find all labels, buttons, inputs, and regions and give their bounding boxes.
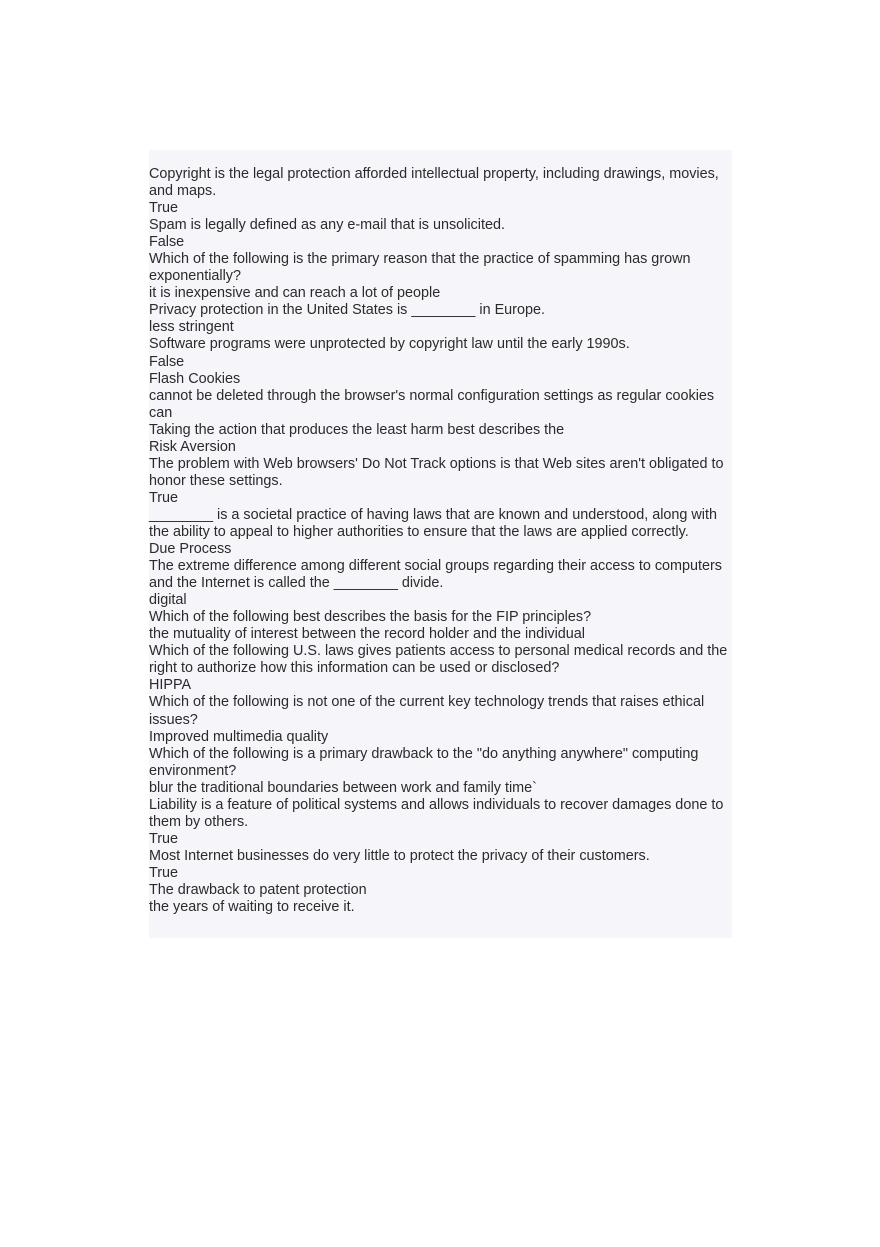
answer-text: True [149,200,179,217]
answer-text: Risk Aversion [149,438,236,455]
question-text: Taking the action that produces the least harm best describes the [149,421,565,438]
question-text: Which of the following is the primary reason that the practice of spamming has grown exponentially? [149,251,691,285]
question-text: Liability is a feature of political systems and allows individuals to recover damages done to them by others. [149,796,724,830]
question-text: Which of the following is a primary drawback to the "do anything anywhere" computing environment? [149,745,699,779]
question-text: Most Internet businesses do very little to protect the privacy of their customers. [149,847,650,864]
answer-text: False [149,234,185,251]
question-text: The drawback to patent protection [149,881,367,898]
answer-text: Improved multimedia quality [149,728,329,745]
answer-text: it is inexpensive and can reach a lot of people [149,285,441,302]
question-text: Which of the following best describes the basis for the FIP principles? [149,609,592,626]
question-text: Which of the following U.S. laws gives patients access to personal medical records and the right to authorize how this information can be used or disclosed? [149,643,728,677]
answer-text: False [149,353,185,370]
answer-text: True [149,830,179,847]
answer-text: the mutuality of interest between the record holder and the individual [149,626,585,643]
question-text: The problem with Web browsers' Do Not Track options is that Web sites aren't obligated to honor these settings. [149,455,724,489]
answer-text: cannot be deleted through the browser's normal configuration settings as regular cookies can [149,387,715,421]
answer-text: blur the traditional boundaries between work and family time` [149,779,537,796]
question-text: Flash Cookies [149,370,241,387]
answer-text: less stringent [149,319,234,336]
answer-text: Due Process [149,541,232,558]
question-text: Copyright is the legal protection afforded intellectual property, including drawings, movies, and maps. [149,166,719,200]
answer-text: HIPPA [149,677,192,694]
answer-text: True [149,864,179,881]
answer-text: digital [149,592,187,609]
question-text: Spam is legally defined as any e-mail that is unsolicited. [149,217,505,234]
question-text: The extreme difference among different social groups regarding their access to computers and the Internet is called the ________ divide. [149,558,722,592]
answer-text: the years of waiting to receive it. [149,899,355,916]
question-text: Privacy protection in the United States is ________ in Europe. [149,302,545,319]
question-text: ________ is a societal practice of having laws that are known and understood, along with the ability to appeal to higher authorities to ensure that the laws are applied correctly. [149,506,717,540]
answer-text: True [149,489,179,506]
question-text: Software programs were unprotected by copyright law until the early 1990s. [149,336,630,353]
qa-text-block [149,150,732,938]
question-text: Which of the following is not one of the current key technology trends that raises ethical issues? [149,694,705,728]
